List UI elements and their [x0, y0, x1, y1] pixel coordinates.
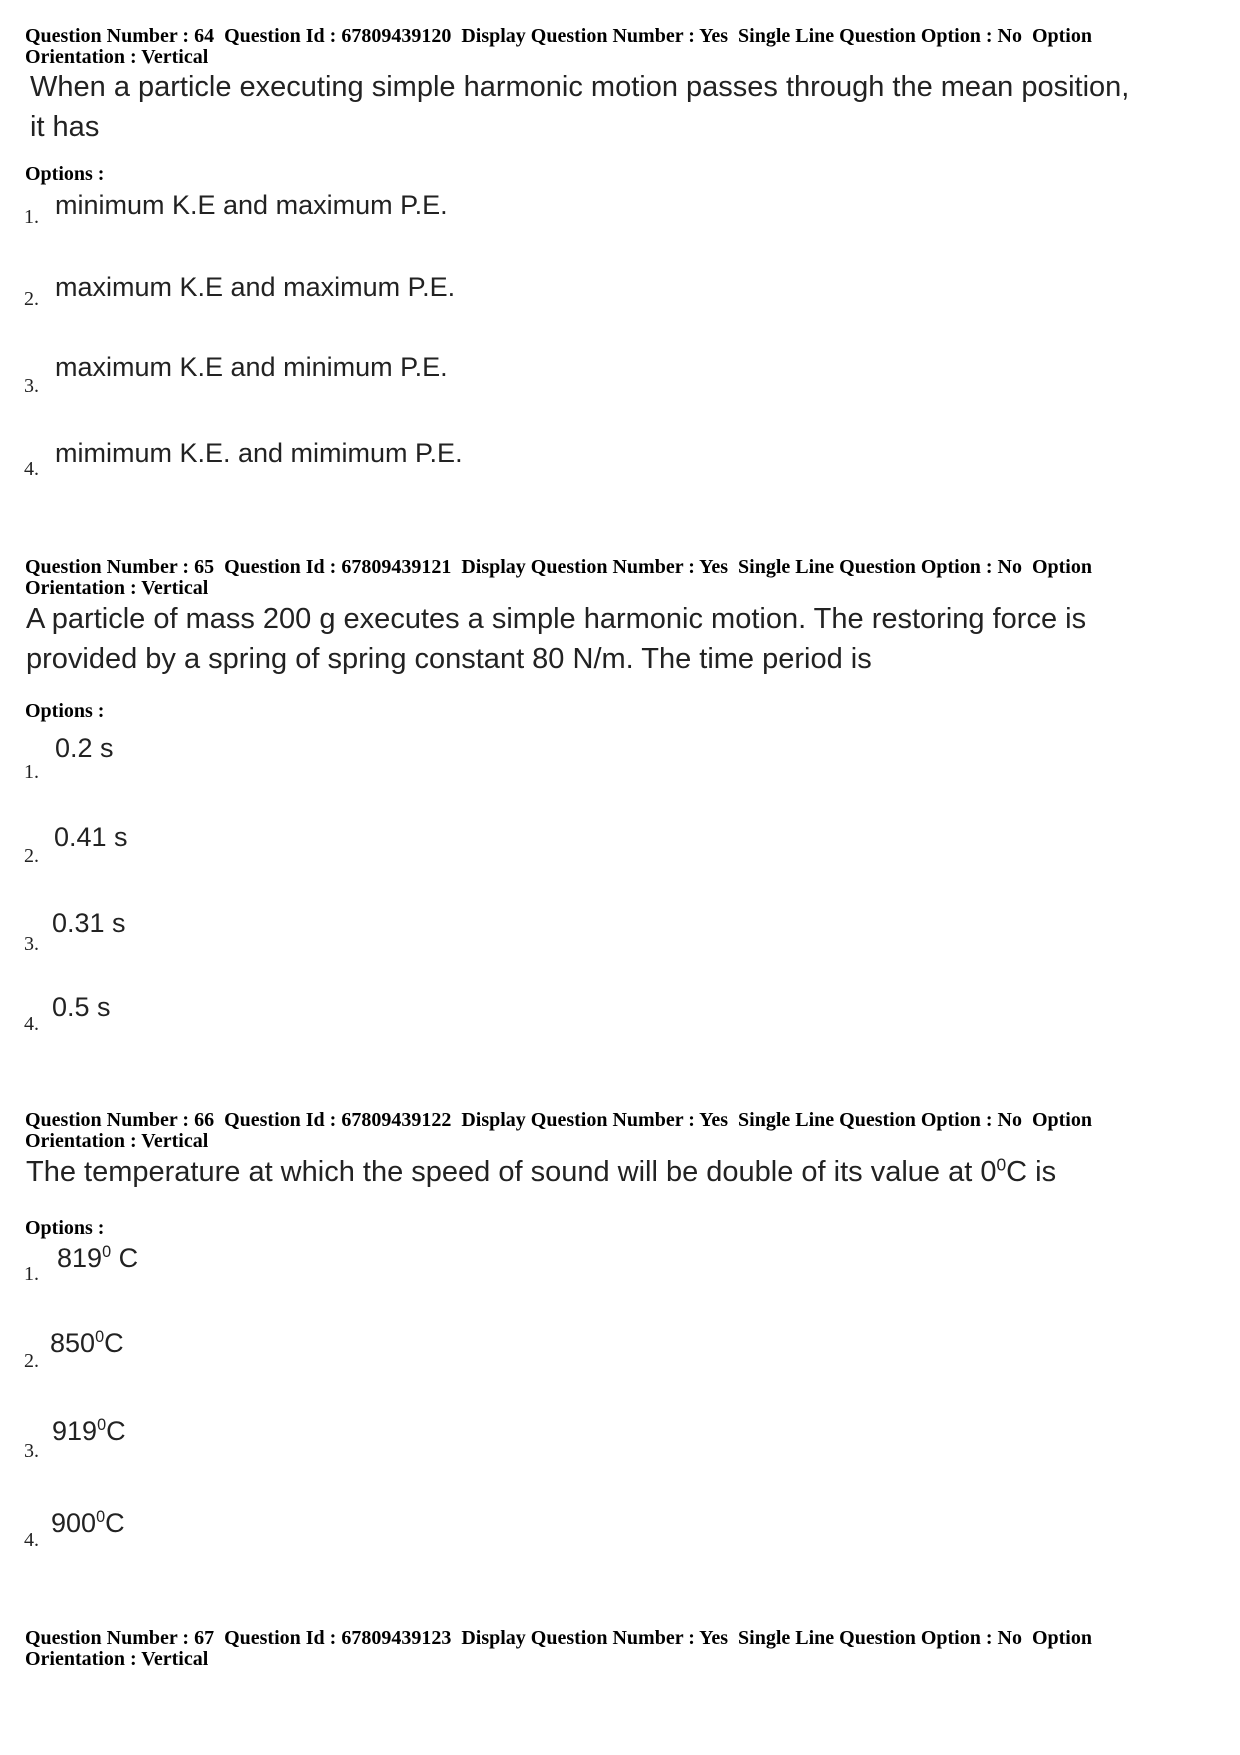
superscript: 0 — [95, 1328, 105, 1346]
superscript: 0 — [96, 1508, 106, 1526]
option-text: mimimum K.E. and mimimum P.E. — [55, 438, 463, 468]
option-value: 919 — [52, 1416, 98, 1446]
options-label: Options : — [25, 700, 105, 722]
option-unit: C — [106, 1416, 126, 1446]
option-text — [51, 1508, 125, 1539]
option-value: 850 — [50, 1328, 96, 1358]
option-text: maximum K.E and minimum P.E. — [55, 352, 448, 382]
option-text — [52, 1416, 126, 1447]
option-text: 0.31 s — [52, 908, 126, 938]
question-meta: Question Number : 66 Question Id : 67809439122 Display Question Number : Yes Single Line Question Option : No Option Orientation : Vertical — [25, 1109, 1097, 1152]
option-number: 2. — [24, 1350, 39, 1372]
superscript: 0 — [996, 1154, 1007, 1175]
option-text: maximum K.E and maximum P.E. — [55, 272, 456, 302]
question-text-main: The temperature at which the speed of sound will be double of its value at 0 — [26, 1156, 997, 1188]
superscript: 0 — [102, 1243, 112, 1261]
option-value: 819 — [57, 1243, 103, 1273]
option-text: 0.41 s — [54, 822, 128, 852]
question-meta: Question Number : 67 Question Id : 67809439123 Display Question Number : Yes Single Line Question Option : No Option Orientation : Vertical — [25, 1627, 1097, 1670]
option-text: minimum K.E and maximum P.E. — [55, 190, 448, 220]
option-number: 1. — [24, 1263, 39, 1285]
option-value: 900 — [51, 1508, 97, 1538]
option-number: 4. — [24, 1529, 39, 1551]
option-text — [50, 1328, 124, 1359]
option-number: 3. — [24, 1440, 39, 1462]
option-number: 4. — [24, 1013, 39, 1035]
option-unit: C — [111, 1243, 139, 1273]
option-unit: C — [104, 1328, 124, 1358]
superscript: 0 — [97, 1416, 107, 1434]
question-text: A particle of mass 200 g executes a simple harmonic motion. The restoring force is provided by a spring of spring constant 80 N/m. The time period is — [26, 603, 1087, 675]
option-number: 1. — [24, 761, 39, 783]
question-text — [26, 1152, 1176, 1192]
option-number: 4. — [24, 458, 39, 480]
question-meta: Question Number : 64 Question Id : 67809439120 Display Question Number : Yes Single Line Question Option : No Option Orientation : Vertical — [25, 25, 1097, 68]
question-text: When a particle executing simple harmonic motion passes through the mean position, it has — [30, 71, 1130, 143]
options-label: Options : — [25, 163, 105, 185]
option-number: 1. — [24, 206, 39, 228]
option-text — [57, 1243, 138, 1274]
option-text: 0.5 s — [52, 992, 111, 1022]
option-unit: C — [105, 1508, 125, 1538]
option-number: 2. — [24, 288, 39, 310]
option-text: 0.2 s — [55, 733, 114, 763]
question-text-tail: C is — [1006, 1156, 1057, 1188]
option-number: 3. — [24, 375, 39, 397]
option-number: 3. — [24, 933, 39, 955]
options-label: Options : — [25, 1217, 105, 1239]
question-meta: Question Number : 65 Question Id : 67809439121 Display Question Number : Yes Single Line Question Option : No Option Orientation : Vertical — [25, 556, 1097, 599]
option-number: 2. — [24, 845, 39, 867]
